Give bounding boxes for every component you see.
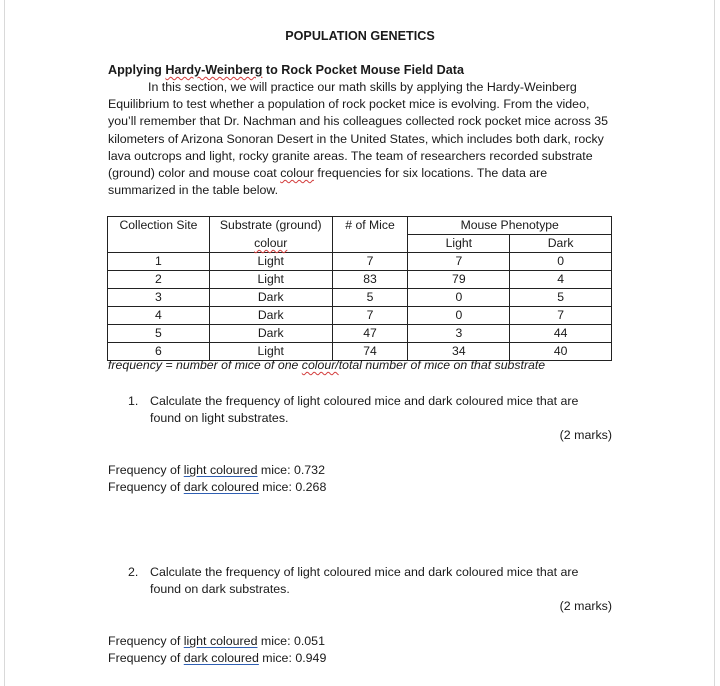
cell-substrate: Dark <box>209 307 332 325</box>
table-row <box>108 289 612 307</box>
formula-post: total number of mice on that substrate <box>338 358 546 372</box>
answer-block-2 <box>108 633 326 667</box>
question-1-marks: (2 marks) <box>559 428 612 442</box>
answer-line: Frequency of dark coloured mice: 0.949 <box>108 651 327 666</box>
cell-mice: 74 <box>332 343 408 361</box>
cell-mice: 47 <box>332 325 408 343</box>
question-text: Calculate the frequency of light coloured mice and dark coloured mice that are found on light substrates. <box>150 394 579 426</box>
cell-substrate: Light <box>209 253 332 271</box>
answer-line: Frequency of light coloured mice: 0.732 <box>108 463 325 477</box>
formula-spellcheck-word: colour/ <box>301 358 339 372</box>
intro-spellcheck-word: colour <box>280 166 314 181</box>
heading-spellcheck-word: Hardy-Weinberg <box>165 63 263 77</box>
header-substrate-line2: colour <box>209 235 332 253</box>
intro-text-2: frequencies for six locations. The data are summarized in the table below. <box>108 166 548 198</box>
question-2-marks: (2 marks) <box>559 599 612 613</box>
table-row <box>108 307 612 325</box>
cell-site: 6 <box>108 343 210 361</box>
cell-dark: 40 <box>510 343 612 361</box>
cell-substrate: Dark <box>209 289 332 307</box>
cell-dark: 5 <box>510 289 612 307</box>
answer-block-1 <box>108 462 326 496</box>
cell-substrate: Dark <box>209 325 332 343</box>
header-substrate: Substrate (ground) <box>209 217 332 235</box>
header-dark: Dark <box>510 235 612 253</box>
cell-dark: 4 <box>510 271 612 289</box>
cell-substrate: Light <box>209 343 332 361</box>
cell-mice: 83 <box>332 271 408 289</box>
question-2 <box>128 564 608 598</box>
cell-light: 79 <box>408 271 510 289</box>
cell-dark: 7 <box>510 307 612 325</box>
intro-text-1: In this section, we will practice our math skills by applying the Hardy-Weinberg Equilibrium to test whether a population of rock pocket mice is evolving. From the video, you’ll remember that Dr. Nachman and his colleagues collected rock pocket mice across 35 kilometers of Arizona Sonoran Desert in the United States, which includes both dark, rocky lava outcrops and light, rocky granite areas. The team of researchers recorded substrate (ground) color and mouse coat <box>108 80 608 181</box>
cell-light: 0 <box>408 289 510 307</box>
table-row <box>108 271 612 289</box>
table-row <box>108 253 612 271</box>
cell-light: 0 <box>408 307 510 325</box>
intro-paragraph <box>108 79 614 199</box>
heading-pre: Applying <box>108 63 166 77</box>
question-1 <box>128 393 608 427</box>
cell-site: 2 <box>108 271 210 289</box>
header-num-mice: # of Mice <box>332 217 408 253</box>
heading-post: to Rock Pocket Mouse Field Data <box>262 63 464 77</box>
cell-light: 3 <box>408 325 510 343</box>
frequency-formula <box>108 358 545 372</box>
cell-mice: 5 <box>332 289 408 307</box>
table-row <box>108 325 612 343</box>
answer-line: Frequency of dark coloured mice: 0.268 <box>108 480 327 495</box>
cell-dark: 0 <box>510 253 612 271</box>
formula-pre: frequency = number of mice of one <box>108 358 302 372</box>
cell-mice: 7 <box>332 253 408 271</box>
cell-mice: 7 <box>332 307 408 325</box>
page-title: POPULATION GENETICS <box>285 29 435 43</box>
data-table <box>107 216 612 361</box>
cell-site: 3 <box>108 289 210 307</box>
cell-substrate: Light <box>209 271 332 289</box>
question-text: Calculate the frequency of light coloured mice and dark coloured mice that are found on dark substrates. <box>150 565 579 597</box>
header-collection-site: Collection Site <box>108 217 210 253</box>
header-mouse-phenotype: Mouse Phenotype <box>408 217 612 235</box>
section-heading <box>108 63 464 77</box>
header-light: Light <box>408 235 510 253</box>
cell-dark: 44 <box>510 325 612 343</box>
cell-site: 4 <box>108 307 210 325</box>
answer-line: Frequency of light coloured mice: 0.051 <box>108 634 325 648</box>
cell-site: 5 <box>108 325 210 343</box>
cell-light: 7 <box>408 253 510 271</box>
cell-light: 34 <box>408 343 510 361</box>
question-number: 1. <box>128 394 139 408</box>
question-number: 2. <box>128 565 139 579</box>
cell-site: 1 <box>108 253 210 271</box>
